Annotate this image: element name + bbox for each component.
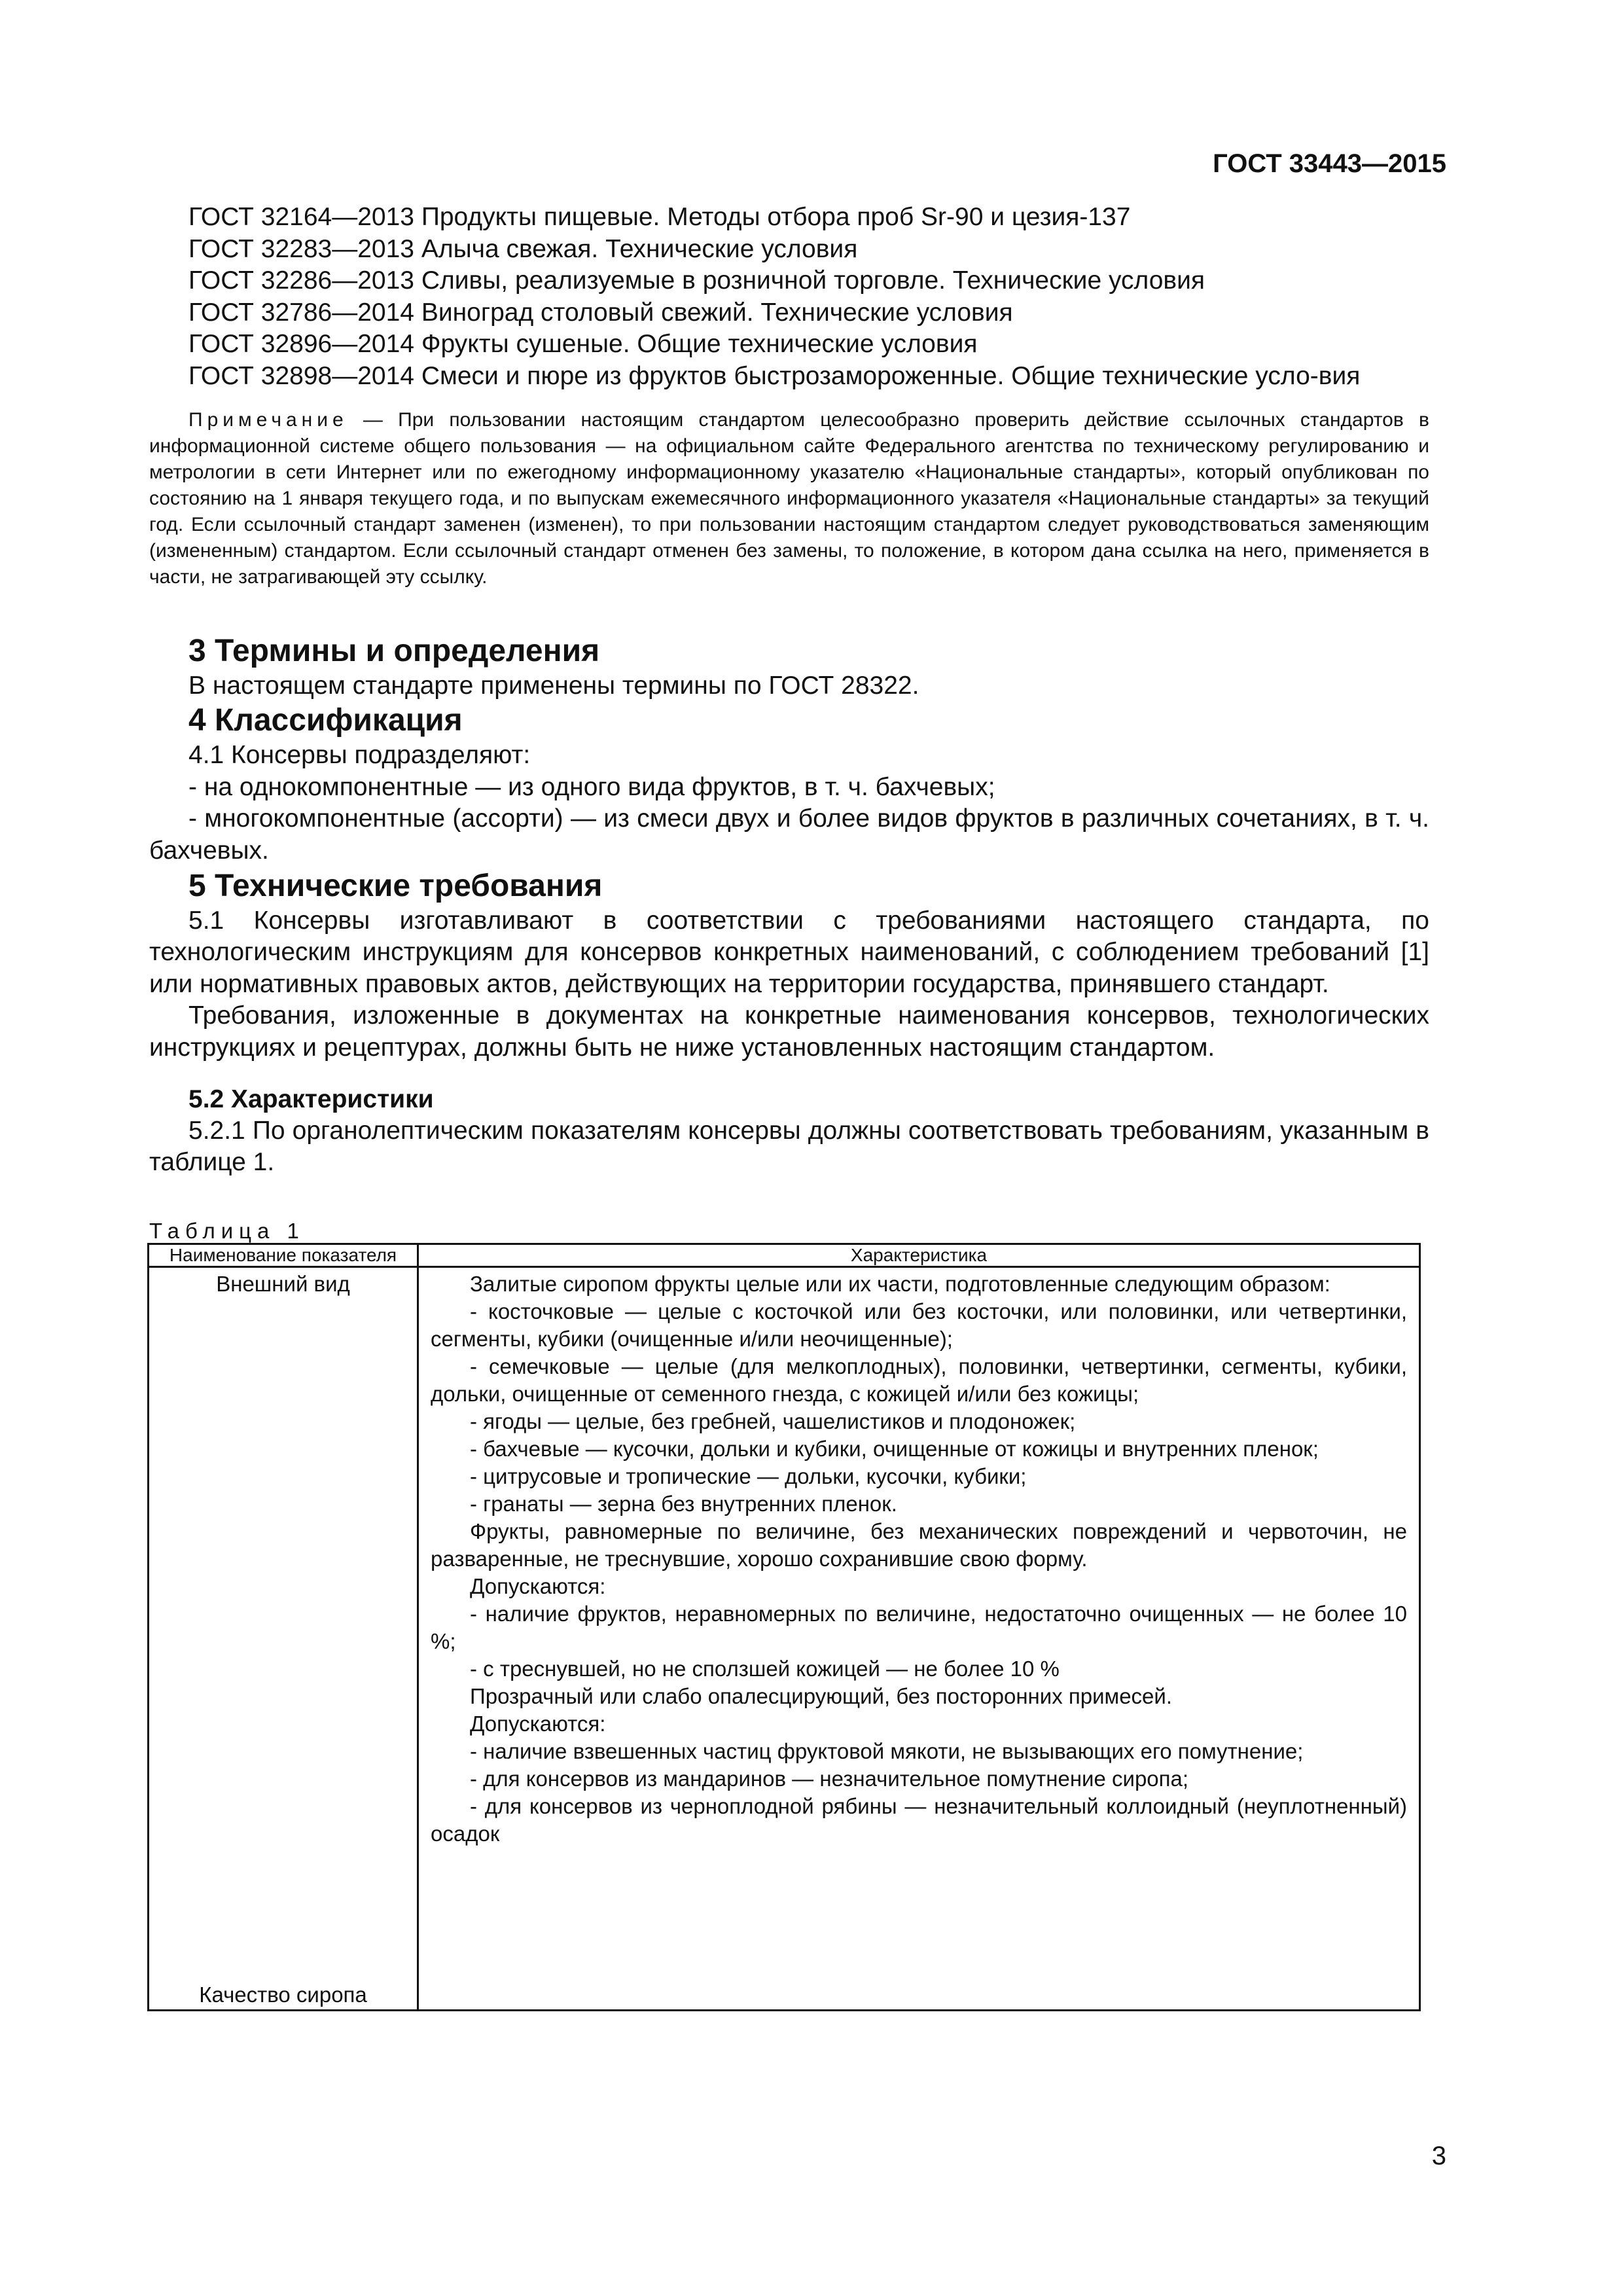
reference-item: ГОСТ 32896—2014 Фрукты сушеные. Общие технические условия [188,330,978,359]
characteristic-line: Фрукты, равномерные по величине, без механических повреждений и червоточин, не разваренные, не треснувшие, хорошо сохранившие свою форму. [431,1518,1407,1571]
section-3-text: В настоящем стандарте применены термины по ГОСТ 28322. [188,671,919,700]
page-number: 3 [1431,2142,1446,2170]
section-4-title: 4 Классификация [188,703,463,738]
table-header-cell: Характеристика [418,1244,1420,1266]
reference-item: ГОСТ 32164—2013 Продукты пищевые. Методы отбора проб Sr-90 и цезия-137 [188,203,1131,231]
characteristic-line: - гранаты — зерна без внутренних пленок. [470,1491,897,1516]
section-4-paragraph: - многокомпонентные (ассорти) — из смеси двух и более видов фруктов в различных сочетаниях, в т. ч. бахчевых. [149,804,1429,865]
table-cell-characteristic [418,1266,1420,2010]
characteristic-line: - семечковые — целые (для мелкоплодных), половинки, четвертинки, сегменты, кубики, дольки, очищенные от семенного гнезда, с кожицей и/или без кожицы; [431,1354,1407,1406]
section-4-paragraph: - на однокомпонентные — из одного вида фруктов, в т. ч. бахчевых; [188,772,995,801]
characteristic-line: Допускаются: [470,1711,606,1736]
subsection-title: 5.2 Характеристики [188,1085,434,1113]
characteristic-line: - для консервов из черноплодной рябины — незначительный коллоидный (неуплотненный) осадок [431,1793,1407,1846]
indicator-name: Качество сиропа [199,1982,367,2007]
characteristic-line: - наличие фруктов, неравномерных по величине, недостаточно очищенных — не более 10 %; [431,1601,1407,1653]
spacer [150,1298,416,1981]
table-caption: Таблица 1 [149,1218,305,1243]
section-3-title: 3 Термины и определения [188,633,600,668]
page-content [149,202,1429,2011]
note-paragraph [149,407,1429,590]
note-label: Примечание [188,408,348,431]
characteristic-line: Прозрачный или слабо опалесцирующий, без посторонних примесей. [470,1683,1173,1708]
section-4-paragraph: 4.1 Консервы подразделяют: [188,741,531,770]
section-5-paragraph: 5.2.1 По органолептическим показателям консервы должны соответствовать требованиям, указанным в таблице 1. [149,1116,1429,1177]
reference-item: ГОСТ 32786—2014 Виноград столовый свежий. Технические условия [188,298,1013,327]
document-code: ГОСТ 33443—2015 [1213,149,1446,178]
characteristic-line: - для консервов из мандаринов — незначительное помутнение сиропа; [470,1766,1189,1791]
table-row [149,1266,1420,2010]
characteristic-line: - косточковые — целые с косточкой или без косточки, или половинки, или четвертинки, сегменты, кубики (очищенные и/или неочищенные); [431,1299,1407,1351]
table-header-row [149,1244,1420,1266]
note-text: — При пользовании настоящим стандартом целесообразно проверить действие ссылочных стандартов в информационной системе общего пользования — на официальном сайте Федерального агентства по техническому регулированию и метрологии в сети Интернет или по ежегодному информационному указателю «Национальные стандарты», который опубликован по состоянию на 1 января текущего года, и по выпускам ежемесячного информационного указателя «Национальные стандарты» за текущий год. Если ссылочный стандарт заменен (изменен), то при пользовании настоящим стандартом следует руководствоваться заменяющим (измененным) стандартом. Если ссылочный стандарт отменен без замены, то положение, в котором дана ссылка на него, применяется в части, не затрагивающей эту ссылку. [149,408,1429,588]
reference-item: ГОСТ 32898—2014 Смеси и пюре из фруктов быстрозамороженные. Общие технические усло-вия [188,361,1361,390]
characteristic-line: - цитрусовые и тропические — дольки, кусочки, кубики; [470,1463,1027,1488]
characteristic-line: Залитые сиропом фрукты целые или их части, подготовленные следующим образом: [470,1271,1330,1296]
characteristic-line: Допускаются: [470,1573,606,1598]
table-header-cell: Наименование показателя [149,1244,418,1266]
section-5-title: 5 Технические требования [188,868,603,903]
section-5-paragraph: 5.1 Консервы изготавливают в соответствии с требованиями настоящего стандарта, по технологическим инструкциям для консервов конкретных наименований, с соблюдением требований [1] или нормативных правовых актов, действующих на территории государства, принявшего стандарт. [149,906,1429,998]
indicator-name: Внешний вид [216,1271,350,1296]
section-5-paragraph: Требования, изложенные в документах на конкретные наименования консервов, технологических инструкциях и рецептурах, должны быть не ниже установленных настоящим стандартом. [149,1001,1429,1062]
characteristic-line: - с треснувшей, но не сползшей кожицей — не более 10 % [470,1656,1060,1681]
reference-item: ГОСТ 32286—2013 Сливы, реализуемые в розничной торговле. Технические условия [188,266,1205,295]
characteristic-line: - ягоды — целые, без гребней, чашелистиков и плодоножек; [470,1408,1076,1433]
characteristics-table [147,1243,1421,2011]
characteristic-line: - наличие взвешенных частиц фруктовой мякоти, не вызывающих его помутнение; [470,1738,1304,1763]
reference-item: ГОСТ 32283—2013 Алыча свежая. Технические условия [188,234,858,263]
characteristic-line: - бахчевые — кусочки, дольки и кубики, очищенные от кожицы и внутренних пленок; [470,1436,1319,1461]
table-cell-indicator [149,1266,418,2010]
